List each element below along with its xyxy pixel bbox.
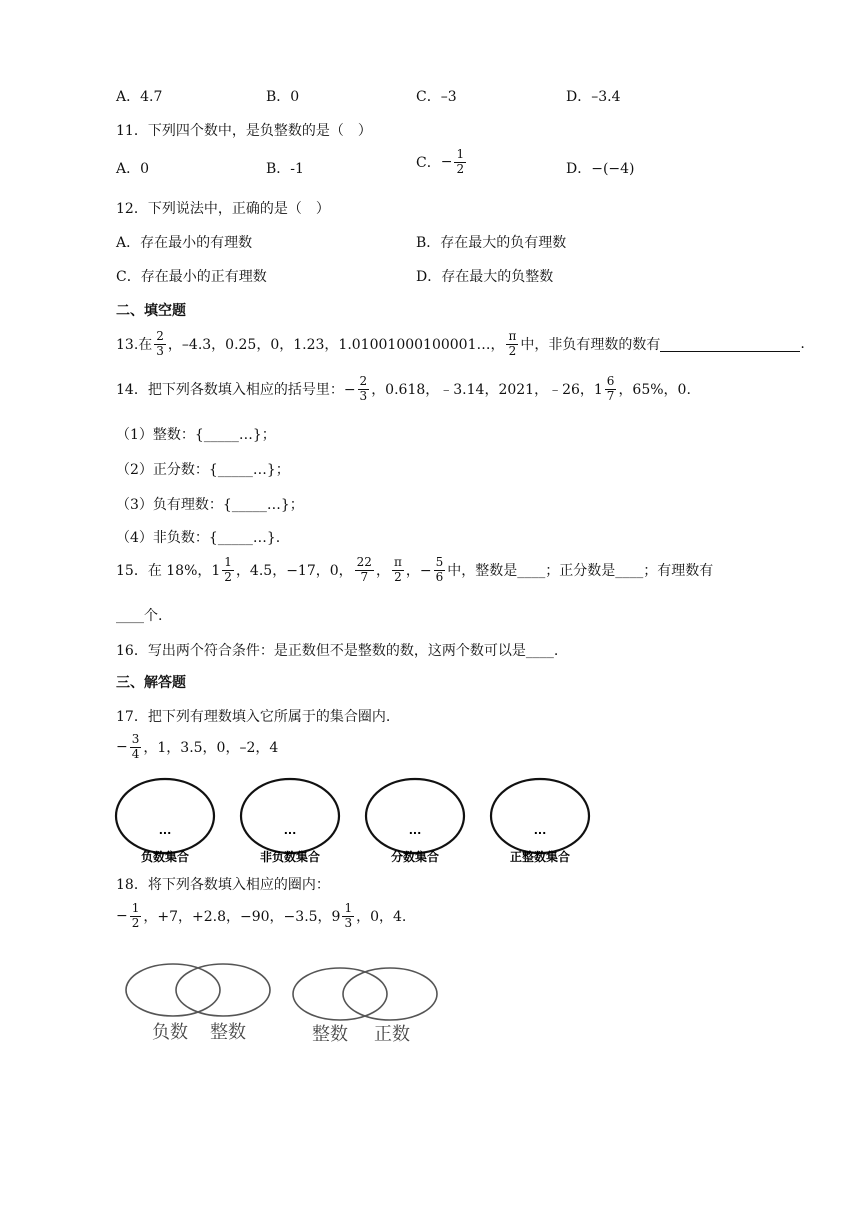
q15-fraction-4 — [434, 556, 446, 585]
q18-numbers — [116, 902, 406, 931]
set-dots: ... — [533, 824, 547, 837]
venn-label-negative: 负数 — [152, 1022, 188, 1043]
q11-option-d: D．−(−4) — [566, 161, 635, 177]
venn-label-positive: 正数 — [374, 1024, 410, 1045]
fraction-numerator: 2 — [156, 329, 164, 343]
q14-part-2: （2）正分数：{_____…}； — [116, 462, 290, 478]
q14-suffix: ，65%，0. — [618, 382, 691, 399]
q11-option-a: A．0 — [116, 161, 150, 177]
set-label: 正整数集合 — [509, 850, 571, 864]
fraction-numerator: 1 — [224, 555, 232, 569]
fraction-numerator: 1 — [456, 147, 465, 161]
set-positive-integer[interactable] — [491, 779, 589, 864]
q18-sign: − — [116, 908, 128, 925]
fraction-denominator: 2 — [508, 343, 517, 358]
set-ellipse — [241, 779, 339, 853]
q10-option-d: D．–3.4 — [566, 89, 621, 105]
fraction-denominator: 2 — [394, 569, 402, 584]
set-ellipse — [116, 779, 214, 853]
q14-part-1: （1）整数：{_____…}； — [116, 427, 276, 443]
q15-line-2: ____个. — [116, 608, 163, 624]
q15-separator: ， — [375, 563, 390, 580]
q13-prefix: 13.在 — [116, 337, 153, 354]
q13-fraction-1 — [154, 330, 166, 359]
set-label: 负数集合 — [140, 850, 190, 864]
q11-option-c-fraction — [454, 148, 466, 177]
set-ellipse — [366, 779, 464, 853]
q10-option-b: B．0 — [266, 89, 300, 105]
fraction-numerator: π — [393, 555, 402, 569]
section-answer-title: 三、解答题 — [116, 675, 186, 691]
q14-numbers: ，0.618，﹣3.14，2021，﹣26，1 — [371, 382, 603, 399]
q14-part-3: （3）负有理数：{_____…}； — [116, 497, 304, 513]
q13-numbers: ，–4.3，0.25，0，1.23，1.01001000100001…， — [167, 337, 505, 354]
q15-numbers-1: ，4.5，−17，0， — [235, 563, 353, 580]
venn-label-integer: 整数 — [210, 1022, 246, 1043]
q18-venn-diagrams — [120, 958, 450, 1050]
fraction-numerator: 3 — [131, 732, 140, 746]
fraction-numerator: π — [508, 329, 517, 343]
set-non-negative[interactable] — [241, 779, 339, 864]
q12-option-d: D．存在最大的负整数 — [416, 269, 554, 285]
fraction-numerator: 1 — [131, 901, 140, 915]
set-dots: ... — [158, 824, 172, 837]
venn-integer-positive[interactable] — [293, 968, 437, 1045]
fraction-denominator: 3 — [156, 343, 164, 358]
fraction-denominator: 7 — [360, 569, 369, 584]
q13-fraction-pi — [506, 330, 518, 359]
q18-mid: ，+7，+2.8，−90，−3.5，9 — [143, 909, 341, 926]
q12-option-a: A．存在最小的有理数 — [116, 235, 253, 251]
q11-option-b: B．-1 — [266, 161, 304, 177]
q17-numbers — [116, 733, 278, 762]
venn-ellipse-integer — [176, 964, 270, 1016]
set-ellipse — [491, 779, 589, 853]
q14-fraction-1 — [358, 375, 370, 404]
q13-end: . — [800, 336, 805, 353]
q11-option-c-sign: − — [440, 154, 453, 171]
q17-stem: 17．把下列有理数填入它所属于的集合圈内. — [116, 709, 391, 725]
q15-fraction-2 — [355, 556, 374, 585]
venn-ellipse-integer — [293, 968, 387, 1020]
venn-label-integer: 整数 — [312, 1024, 348, 1045]
venn-ellipse-negative — [126, 964, 220, 1016]
venn-ellipse-positive — [343, 968, 437, 1020]
q17-fraction — [130, 733, 142, 762]
q14-prefix: 14．把下列各数填入相应的括号里：− — [116, 382, 356, 399]
fraction-numerator: 6 — [606, 374, 615, 388]
q14-fraction-2 — [605, 375, 617, 404]
q16-line: 16．写出两个符合条件：是正数但不是整数的数，这两个数可以是____. — [116, 643, 559, 659]
fraction-numerator: 5 — [435, 555, 444, 569]
q14-part-4: （4）非负数：{_____…}. — [116, 530, 281, 546]
q12-stem: 12．下列说法中，正确的是（ ） — [116, 201, 330, 217]
q17-sign: − — [116, 739, 128, 756]
fraction-denominator: 6 — [435, 569, 444, 584]
fraction-denominator: 7 — [606, 388, 615, 403]
q17-rest: ，1，3.5，0，–2，4 — [143, 740, 279, 757]
q18-rest: ，0，4. — [356, 909, 407, 926]
q13-suffix: 中，非负有理数的数有 — [520, 337, 661, 354]
q15-suffix: 中，整数是____；正分数是____；有理数有 — [447, 563, 714, 580]
fraction-denominator: 3 — [344, 915, 353, 930]
q11-stem: 11．下列四个数中，是负整数的是（ ） — [116, 123, 372, 139]
q15-fraction-pi — [392, 556, 404, 585]
set-negative[interactable] — [116, 779, 214, 864]
fraction-denominator: 4 — [131, 746, 140, 761]
q15-separator-neg: ，− — [405, 563, 432, 580]
fraction-denominator: 2 — [224, 569, 232, 584]
fraction-denominator: 3 — [359, 388, 368, 403]
set-label: 非负数集合 — [259, 850, 321, 864]
q13-answer-blank[interactable] — [660, 337, 800, 352]
q15-line — [116, 556, 713, 585]
q10-option-c: C．–3 — [416, 89, 457, 105]
q11-option-c-label: C． — [416, 155, 441, 172]
fraction-denominator: 2 — [456, 161, 465, 176]
q18-stem: 18．将下列各数填入相应的圈内： — [116, 877, 330, 893]
q15-fraction-1 — [222, 556, 234, 585]
q11-option-c — [416, 148, 468, 177]
q12-option-b: B．存在最大的负有理数 — [416, 235, 567, 251]
q15-prefix: 15．在 18%，1 — [116, 563, 221, 580]
q17-set-circles — [108, 776, 608, 868]
section-fill-in-title: 二、填空题 — [116, 303, 186, 319]
set-dots: ... — [408, 824, 422, 837]
q13-line — [116, 330, 805, 359]
q10-option-a: A．4.7 — [116, 89, 163, 105]
set-label: 分数集合 — [390, 850, 440, 864]
fraction-numerator: 2 — [359, 374, 368, 388]
fraction-numerator: 1 — [344, 901, 353, 915]
q18-fraction-1 — [130, 902, 142, 931]
set-fraction[interactable] — [366, 779, 464, 864]
venn-negative-integer[interactable] — [126, 964, 270, 1043]
q12-option-c: C．存在最小的正有理数 — [116, 269, 267, 285]
set-dots: ... — [283, 824, 297, 837]
fraction-numerator: 22 — [356, 555, 372, 569]
fraction-denominator: 2 — [131, 915, 140, 930]
q14-line — [116, 375, 691, 404]
q18-fraction-2 — [342, 902, 354, 931]
